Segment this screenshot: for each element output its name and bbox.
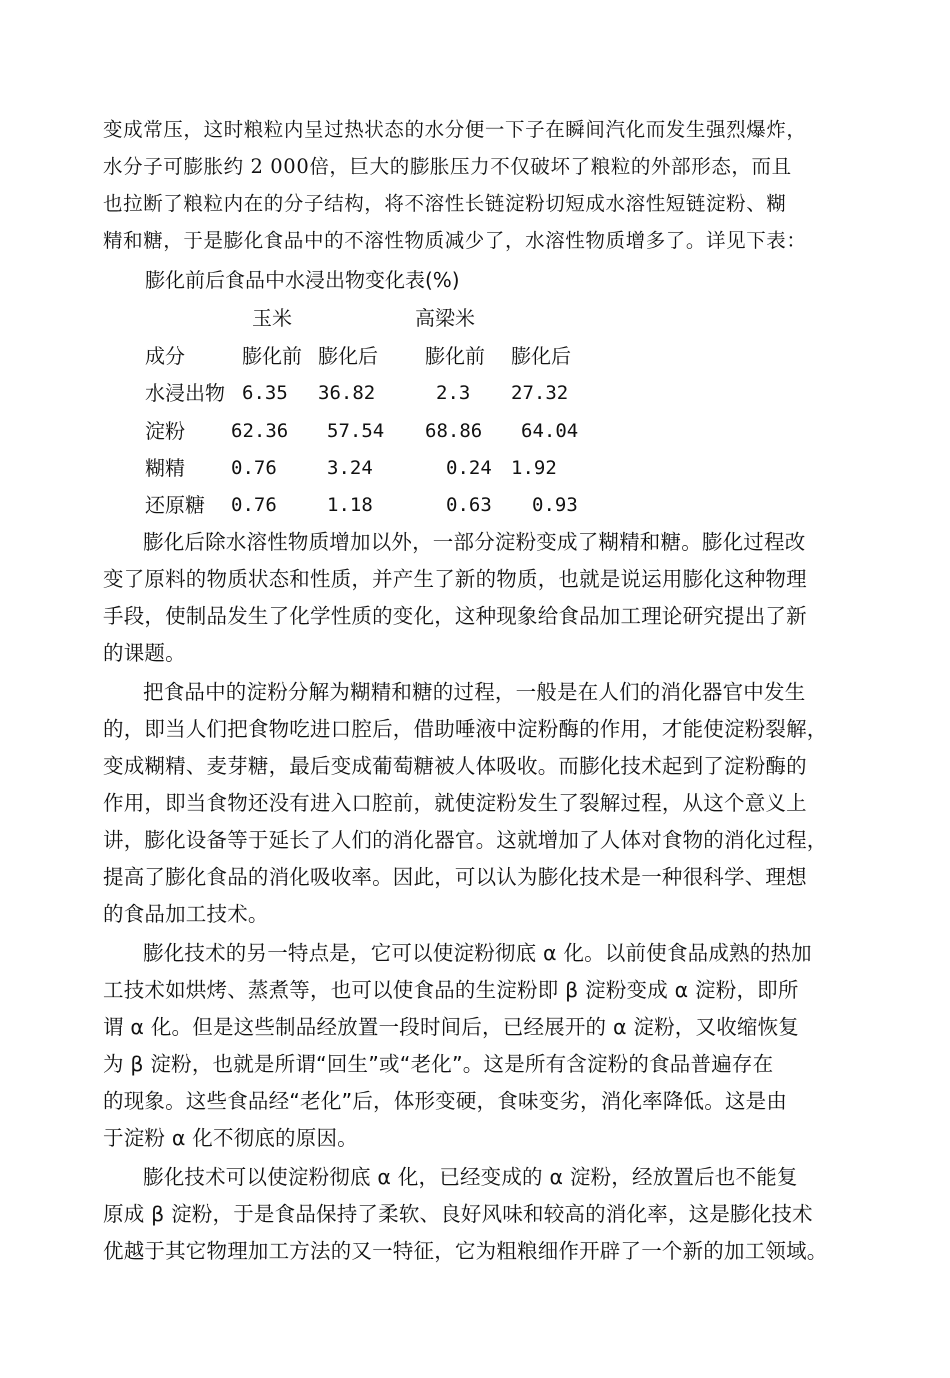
col-header-corn-after: 膨化后: [318, 344, 378, 368]
cell-value: 0.63: [446, 494, 492, 516]
cell-value: 0.93: [532, 494, 578, 516]
cell-value: 3.24: [327, 457, 373, 479]
text-line: 提高了膨化食品的消化吸收率。因此，可以认为膨化技术是一种很科学、理想: [103, 865, 807, 889]
group-header-sorghum: 高梁米: [415, 306, 475, 330]
cell-value: 0.76: [231, 457, 277, 479]
text-line: 为 β 淀粉，也就是所谓“回生”或“老化”。这是所有含淀粉的食品普遍存在: [103, 1052, 774, 1076]
cell-value: 64.04: [521, 420, 579, 442]
row-label: 淀粉: [145, 419, 185, 443]
row-label: 水浸出物: [145, 381, 225, 405]
text-line: 讲，膨化设备等于延长了人们的消化器官。这就增加了人体对食物的消化过程，: [103, 828, 828, 852]
text-line: 作用，即当食物还没有进入口腔前，就使淀粉发生了裂解过程，从这个意义上: [103, 791, 807, 815]
group-header-corn: 玉米: [252, 306, 292, 330]
text-line: 膨化技术的另一特点是，它可以使淀粉彻底 α 化。以前使食品成熟的热加: [143, 941, 812, 965]
text-line: 手段，使制品发生了化学性质的变化，这种现象给食品加工理论研究提出了新: [103, 604, 807, 628]
text-line: 变成糊精、麦芽糖，最后变成葡萄糖被人体吸收。而膨化技术起到了淀粉酶的: [103, 754, 807, 778]
cell-value: 2.3: [436, 382, 471, 404]
text-line: 也拉断了粮粒内在的分子结构，将不溶性长链淀粉切短成水溶性短链淀粉、糊: [103, 192, 787, 215]
cell-value: 0.76: [231, 494, 277, 516]
text-line: 工技术如烘烤、蒸煮等，也可以使食品的生淀粉即 β 淀粉变成 α 淀粉，即所: [103, 978, 799, 1002]
cell-value: 68.86: [425, 420, 483, 442]
row-label: 糊精: [145, 456, 185, 480]
text-line: 膨化技术可以使淀粉彻底 α 化，已经变成的 α 淀粉，经放置后也不能复: [143, 1165, 798, 1189]
text-line: 的课题。: [103, 641, 186, 665]
text-line: 水分子可膨胀约 2 000倍，巨大的膨胀压力不仅破坏了粮粒的外部形态，而且: [103, 155, 792, 178]
text-line: 变了原料的物质状态和性质，并产生了新的物质，也就是说运用膨化这种物理: [103, 567, 807, 591]
text-line: 谓 α 化。但是这些制品经放置一段时间后，已经展开的 α 淀粉，又收缩恢复: [103, 1015, 799, 1039]
cell-value: 1.92: [511, 457, 557, 479]
text-line: 把食品中的淀粉分解为糊精和糖的过程，一般是在人们的消化器官中发生: [143, 680, 806, 704]
table-caption: 膨化前后食品中水浸出物变化表(%): [145, 268, 460, 292]
text-line: 的，即当人们把食物吃进口腔后，借助唾液中淀粉酶的作用，才能使淀粉裂解，: [103, 717, 828, 741]
col-header-component: 成分: [145, 344, 185, 368]
cell-value: 27.32: [511, 382, 569, 404]
col-header-sorghum-before: 膨化前: [425, 344, 485, 368]
text-line: 精和糖，于是膨化食品中的不溶性物质减少了，水溶性物质增多了。详见下表：: [103, 229, 807, 252]
text-line: 的现象。这些食品经“老化”后，体形变硬，食味变劣，消化率降低。这是由: [103, 1089, 788, 1113]
cell-value: 62.36: [231, 420, 289, 442]
row-label: 还原糖: [145, 493, 205, 517]
col-header-sorghum-after: 膨化后: [511, 344, 571, 368]
cell-value: 57.54: [327, 420, 385, 442]
cell-value: 6.35: [242, 382, 288, 404]
text-line: 的食品加工技术。: [103, 902, 269, 926]
text-line: 变成常压，这时粮粒内呈过热状态的水分便一下子在瞬间汽化而发生强烈爆炸，: [103, 118, 807, 141]
text-line: 原成 β 淀粉，于是食品保持了柔软、良好风味和较高的消化率，这是膨化技术: [103, 1202, 813, 1226]
cell-value: 1.18: [327, 494, 373, 516]
cell-value: 36.82: [318, 382, 376, 404]
cell-value: 0.24: [446, 457, 492, 479]
text-line: 膨化后除水溶性物质增加以外，一部分淀粉变成了糊精和糖。膨化过程改: [143, 530, 806, 554]
text-line: 于淀粉 α 化不彻底的原因。: [103, 1126, 358, 1150]
col-header-corn-before: 膨化前: [242, 344, 302, 368]
text-line: 优越于其它物理加工方法的又一特征，它为粗粮细作开辟了一个新的加工领域。: [103, 1239, 828, 1263]
